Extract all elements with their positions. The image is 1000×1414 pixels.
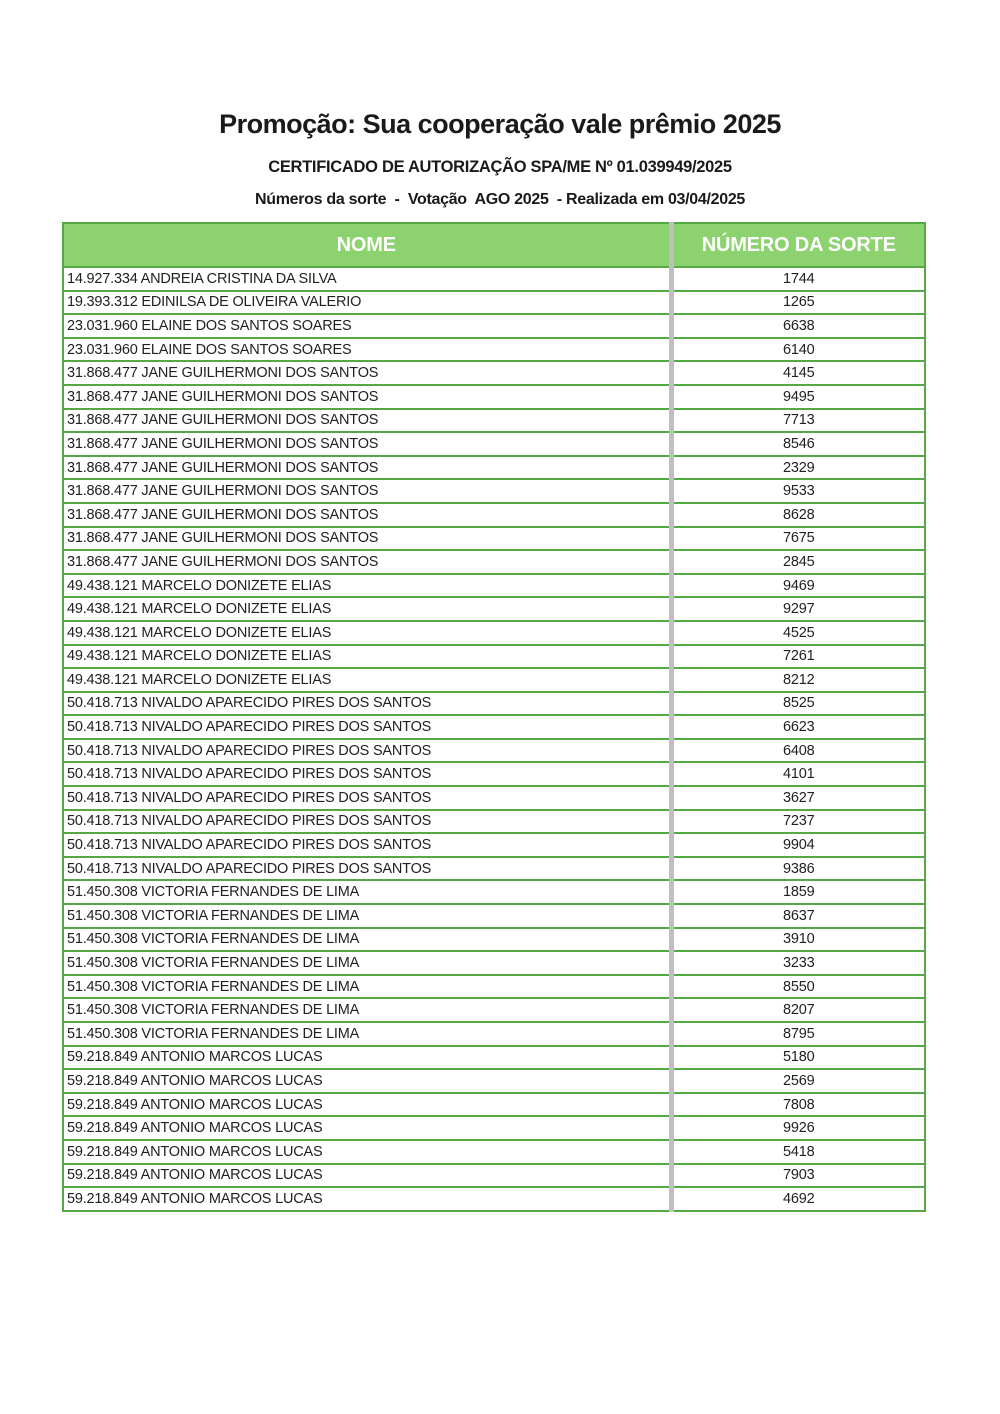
lucky-numbers-table	[62, 222, 926, 1212]
lucky-number-cell: 1744	[671, 267, 925, 291]
lucky-number-cell: 4692	[671, 1187, 925, 1211]
lucky-number-cell: 6638	[671, 314, 925, 338]
table-row	[63, 1164, 925, 1188]
table-row	[63, 361, 925, 385]
lucky-number-cell: 1265	[671, 291, 925, 315]
lucky-number-cell: 9533	[671, 479, 925, 503]
certificate-line: CERTIFICADO DE AUTORIZAÇÃO SPA/ME Nº 01.039949/2025	[268, 158, 732, 176]
participant-name-cell: 59.218.849 ANTONIO MARCOS LUCAS	[63, 1093, 671, 1117]
lucky-number-cell: 8637	[671, 904, 925, 928]
participant-name-cell: 51.450.308 VICTORIA FERNANDES DE LIMA	[63, 928, 671, 952]
table-row	[63, 668, 925, 692]
lucky-number-cell: 1859	[671, 880, 925, 904]
table-row	[63, 975, 925, 999]
table-row	[63, 692, 925, 716]
table-row	[63, 479, 925, 503]
participant-name-cell: 49.438.121 MARCELO DONIZETE ELIAS	[63, 574, 671, 598]
lucky-number-cell: 8628	[671, 503, 925, 527]
lucky-number-cell: 2329	[671, 456, 925, 480]
lucky-number-cell: 8546	[671, 432, 925, 456]
lucky-number-cell: 5180	[671, 1046, 925, 1070]
participant-name-cell: 51.450.308 VICTORIA FERNANDES DE LIMA	[63, 951, 671, 975]
lucky-number-cell: 6408	[671, 739, 925, 763]
participant-name-cell: 31.868.477 JANE GUILHERMONI DOS SANTOS	[63, 527, 671, 551]
participant-name-cell: 31.868.477 JANE GUILHERMONI DOS SANTOS	[63, 456, 671, 480]
participant-name-cell: 59.218.849 ANTONIO MARCOS LUCAS	[63, 1046, 671, 1070]
lucky-number-cell: 4145	[671, 361, 925, 385]
draw-info-line: Números da sorte - Votação AGO 2025 - Realizada em 03/04/2025	[254, 191, 746, 208]
table-row	[63, 833, 925, 857]
lucky-number-cell: 8550	[671, 975, 925, 999]
lucky-number-cell: 3627	[671, 786, 925, 810]
participant-name-cell: 31.868.477 JANE GUILHERMONI DOS SANTOS	[63, 432, 671, 456]
participant-name-cell: 59.218.849 ANTONIO MARCOS LUCAS	[63, 1164, 671, 1188]
lucky-number-cell: 7261	[671, 645, 925, 669]
participant-name-cell: 51.450.308 VICTORIA FERNANDES DE LIMA	[63, 904, 671, 928]
table-row	[63, 597, 925, 621]
lucky-number-cell: 3910	[671, 928, 925, 952]
lucky-number-cell: 4101	[671, 762, 925, 786]
lucky-number-cell: 9469	[671, 574, 925, 598]
table-row	[63, 998, 925, 1022]
participant-name-cell: 50.418.713 NIVALDO APARECIDO PIRES DOS SANTOS	[63, 739, 671, 763]
table-body	[63, 267, 925, 1211]
column-header-name: NOME	[63, 223, 671, 267]
page-title: Promoção: Sua cooperação vale prêmio 2025	[219, 109, 781, 139]
table-row	[63, 503, 925, 527]
table-row	[63, 574, 925, 598]
participant-name-cell: 50.418.713 NIVALDO APARECIDO PIRES DOS SANTOS	[63, 810, 671, 834]
lucky-number-cell: 7675	[671, 527, 925, 551]
table-row	[63, 267, 925, 291]
lucky-number-cell: 2845	[671, 550, 925, 574]
table-row	[63, 385, 925, 409]
participant-name-cell: 23.031.960 ELAINE DOS SANTOS SOARES	[63, 314, 671, 338]
participant-name-cell: 50.418.713 NIVALDO APARECIDO PIRES DOS SANTOS	[63, 715, 671, 739]
participant-name-cell: 50.418.713 NIVALDO APARECIDO PIRES DOS SANTOS	[63, 857, 671, 881]
table-row	[63, 409, 925, 433]
table-row	[63, 456, 925, 480]
participant-name-cell: 19.393.312 EDINILSA DE OLIVEIRA VALERIO	[63, 291, 671, 315]
table-row	[63, 550, 925, 574]
table-header-row	[63, 223, 925, 267]
table-row	[63, 338, 925, 362]
participant-name-cell: 14.927.334 ANDREIA CRISTINA DA SILVA	[63, 267, 671, 291]
lucky-number-cell: 8212	[671, 668, 925, 692]
table-row	[63, 928, 925, 952]
lucky-number-cell: 2569	[671, 1069, 925, 1093]
table-row	[63, 739, 925, 763]
participant-name-cell: 59.218.849 ANTONIO MARCOS LUCAS	[63, 1069, 671, 1093]
participant-name-cell: 31.868.477 JANE GUILHERMONI DOS SANTOS	[63, 361, 671, 385]
table-row	[63, 951, 925, 975]
lucky-number-cell: 9926	[671, 1116, 925, 1140]
participant-name-cell: 31.868.477 JANE GUILHERMONI DOS SANTOS	[63, 385, 671, 409]
lucky-number-cell: 7903	[671, 1164, 925, 1188]
lucky-number-cell: 4525	[671, 621, 925, 645]
table-row	[63, 645, 925, 669]
lucky-number-cell: 7808	[671, 1093, 925, 1117]
participant-name-cell: 51.450.308 VICTORIA FERNANDES DE LIMA	[63, 880, 671, 904]
participant-name-cell: 31.868.477 JANE GUILHERMONI DOS SANTOS	[63, 503, 671, 527]
table-row	[63, 880, 925, 904]
table-row	[63, 314, 925, 338]
column-header-number: NÚMERO DA SORTE	[671, 223, 925, 267]
lucky-number-cell: 8795	[671, 1022, 925, 1046]
lucky-number-cell: 8525	[671, 692, 925, 716]
participant-name-cell: 31.868.477 JANE GUILHERMONI DOS SANTOS	[63, 479, 671, 503]
table-row	[63, 291, 925, 315]
participant-name-cell: 59.218.849 ANTONIO MARCOS LUCAS	[63, 1140, 671, 1164]
participant-name-cell: 49.438.121 MARCELO DONIZETE ELIAS	[63, 597, 671, 621]
table-row	[63, 762, 925, 786]
table-row	[63, 432, 925, 456]
lucky-number-cell: 9386	[671, 857, 925, 881]
participant-name-cell: 51.450.308 VICTORIA FERNANDES DE LIMA	[63, 975, 671, 999]
participant-name-cell: 49.438.121 MARCELO DONIZETE ELIAS	[63, 645, 671, 669]
participant-name-cell: 51.450.308 VICTORIA FERNANDES DE LIMA	[63, 1022, 671, 1046]
table-row	[63, 527, 925, 551]
table-row	[63, 1069, 925, 1093]
table-row	[63, 1140, 925, 1164]
participant-name-cell: 51.450.308 VICTORIA FERNANDES DE LIMA	[63, 998, 671, 1022]
lucky-number-cell: 9297	[671, 597, 925, 621]
lucky-number-cell: 7713	[671, 409, 925, 433]
participant-name-cell: 23.031.960 ELAINE DOS SANTOS SOARES	[63, 338, 671, 362]
participant-name-cell: 50.418.713 NIVALDO APARECIDO PIRES DOS SANTOS	[63, 692, 671, 716]
participant-name-cell: 49.438.121 MARCELO DONIZETE ELIAS	[63, 668, 671, 692]
lucky-number-cell: 9495	[671, 385, 925, 409]
lucky-number-cell: 7237	[671, 810, 925, 834]
table-row	[63, 1093, 925, 1117]
table-row	[63, 1046, 925, 1070]
table-row	[63, 810, 925, 834]
table-row	[63, 1022, 925, 1046]
lucky-number-cell: 5418	[671, 1140, 925, 1164]
table-row	[63, 715, 925, 739]
participant-name-cell: 50.418.713 NIVALDO APARECIDO PIRES DOS SANTOS	[63, 786, 671, 810]
participant-name-cell: 49.438.121 MARCELO DONIZETE ELIAS	[63, 621, 671, 645]
participant-name-cell: 31.868.477 JANE GUILHERMONI DOS SANTOS	[63, 550, 671, 574]
table-row	[63, 1116, 925, 1140]
table-row	[63, 786, 925, 810]
table-row	[63, 857, 925, 881]
participant-name-cell: 50.418.713 NIVALDO APARECIDO PIRES DOS SANTOS	[63, 833, 671, 857]
participant-name-cell: 31.868.477 JANE GUILHERMONI DOS SANTOS	[63, 409, 671, 433]
lucky-number-cell: 3233	[671, 951, 925, 975]
table-row	[63, 1187, 925, 1211]
lucky-number-cell: 8207	[671, 998, 925, 1022]
lucky-number-cell: 9904	[671, 833, 925, 857]
participant-name-cell: 59.218.849 ANTONIO MARCOS LUCAS	[63, 1187, 671, 1211]
table-row	[63, 621, 925, 645]
lucky-number-cell: 6140	[671, 338, 925, 362]
table-row	[63, 904, 925, 928]
participant-name-cell: 50.418.713 NIVALDO APARECIDO PIRES DOS SANTOS	[63, 762, 671, 786]
lucky-number-cell: 6623	[671, 715, 925, 739]
participant-name-cell: 59.218.849 ANTONIO MARCOS LUCAS	[63, 1116, 671, 1140]
